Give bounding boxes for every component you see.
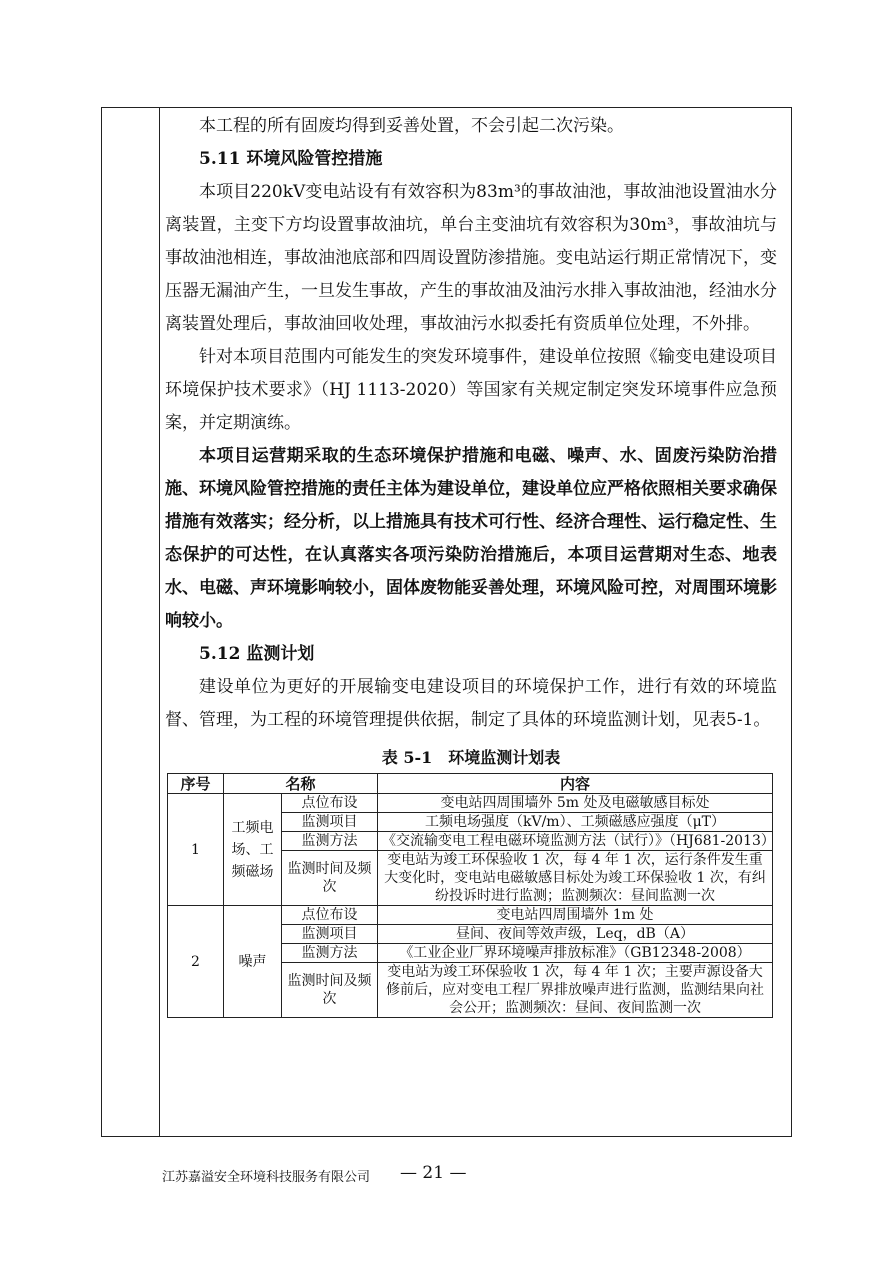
row-content: 《工业企业厂界环境噪声排放标准》（GB12348-2008） — [378, 944, 773, 963]
row-content: 工频电场强度（kV/m）、工频磁感应强度（μT） — [378, 813, 773, 832]
row-item: 监测项目 — [282, 813, 378, 832]
table-header-row — [168, 774, 773, 794]
header-no: 序号 — [168, 774, 224, 794]
row-item: 监测时间及频次 — [282, 851, 378, 906]
monitoring-plan-table — [167, 773, 773, 1018]
group-category: 噪声 — [224, 906, 282, 1018]
group-number: 2 — [168, 906, 224, 1018]
paragraph-monitoring-plan: 建设单位为更好的开展输变电建设项目的环境保护工作，进行有效的环境监督、管理，为工程的环境管理提供依据，制定了具体的环境监测计划，见表5-1。 — [165, 677, 777, 730]
group-number: 1 — [168, 794, 224, 906]
row-content: 变电站为竣工环保验收 1 次，每 4 年 1 次；主要声源设备大修前后，应对变电工程厂界排放噪声进行监测，监测结果向社会公开；监测频次：昼间、夜间监测一次 — [378, 963, 773, 1018]
table-row — [168, 794, 773, 813]
group-category: 工频电场、工频磁场 — [224, 794, 282, 906]
table-caption: 表 5-1 环境监测计划表 — [381, 748, 561, 767]
row-item: 监测时间及频次 — [282, 963, 378, 1018]
row-content: 变电站为竣工环保验收 1 次，每 4 年 1 次，运行条件发生重大变化时，变电站电磁敏感目标处为竣工环保验收 1 次，有纠纷投诉时进行监测；监测频次：昼间监测一次 — [378, 851, 773, 906]
page-number: — 21 — — [400, 1163, 467, 1183]
row-content: 变电站四周围墙外 1m 处 — [378, 906, 773, 925]
paragraph-solid-waste: 本工程的所有固废均得到妥善处置，不会引起二次污染。 — [199, 116, 624, 136]
row-item: 点位布设 — [282, 906, 378, 925]
row-item: 监测项目 — [282, 925, 378, 944]
table-row — [168, 906, 773, 925]
paragraph-accident-oil: 本项目220kV变电站设有有效容积为83m³的事故油池，事故油池设置油水分离装置，主变下方均设置事故油坑，单台主变油坑有效容积为30m³，事故油坑与事故油池相连，事故油池底部和四周设置防渗措施。变电站运行期正常情况下，变压器无漏油产生，一旦发生事故，产生的事故油及油污水排入事故油池，经油水分离装置处理后，事故油回收处理，事故油污水拟委托有资质单位处理，不外排。 — [165, 182, 777, 334]
row-item: 监测方法 — [282, 944, 378, 963]
section-heading-5-12: 5.12 监测计划 — [199, 644, 315, 664]
row-content: 变电站四周围墙外 5m 处及电磁敏感目标处 — [378, 794, 773, 813]
row-item: 监测方法 — [282, 832, 378, 851]
page-content — [165, 110, 777, 1018]
header-content: 内容 — [378, 774, 773, 794]
row-content: 《交流输变电工程电磁环境监测方法（试行）》（HJ681-2013） — [378, 832, 773, 851]
frame-divider — [159, 108, 160, 1136]
row-content: 昼间、夜间等效声级，Leq，dB（A） — [378, 925, 773, 944]
row-item: 点位布设 — [282, 794, 378, 813]
section-heading-5-11: 5.11 环境风险管控措施 — [199, 149, 383, 169]
paragraph-responsibility: 本项目运营期采取的生态环境保护措施和电磁、噪声、水、固废污染防治措施、环境风险管控措施的责任主体为建设单位，建设单位应严格依照相关要求确保措施有效落实；经分析，以上措施具有技术可行性、经济合理性、运行稳定性、生态保护的可达性，在认真落实各项污染防治措施后，本项目运营期对生态、地表水、电磁、声环境影响较小，固体废物能妥善处理，环境风险可控，对周围环境影响较小。 — [165, 446, 777, 631]
header-name: 名称 — [224, 774, 378, 794]
paragraph-emergency-plan: 针对本项目范围内可能发生的突发环境事件，建设单位按照《输变电建设项目环境保护技术要求》（HJ 1113-2020）等国家有关规定制定突发环境事件应急预案，并定期演练。 — [165, 347, 777, 433]
footer-company: 江苏嘉溢安全环境科技服务有限公司 — [162, 1170, 371, 1185]
